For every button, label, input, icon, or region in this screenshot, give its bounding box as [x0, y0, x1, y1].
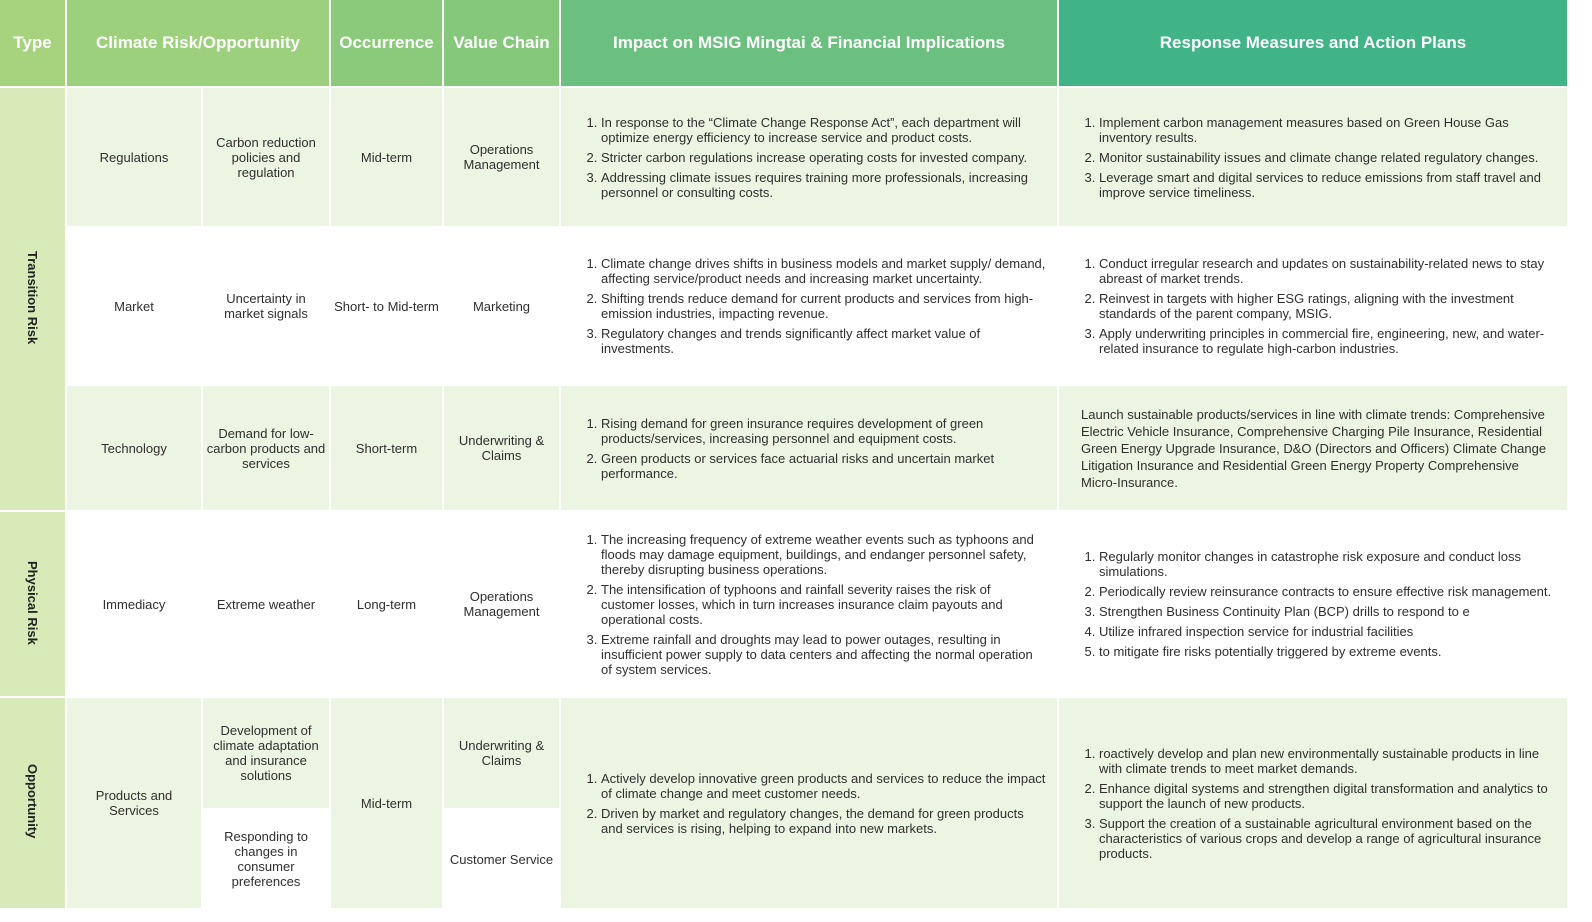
list-item: 1. Rising demand for green insurance requires development of green products/services, increasing personnel and equipment costs. — [601, 416, 1047, 446]
list-item: 1. In response to the “Climate Change Response Act”, each department will optimize energy efficiency to increase service and product costs. — [601, 115, 1047, 145]
list-item: 2. The intensification of typhoons and rainfall severity raises the risk of customer losses, which in turn increases insurance claim payouts and operational costs. — [601, 582, 1047, 627]
type-transition-risk: Transition Risk — [0, 87, 66, 511]
list-item: 5. to mitigate fire risks potentially triggered by extreme events. — [1099, 644, 1557, 659]
category-cell: Technology — [66, 385, 202, 511]
response-cell — [1058, 87, 1568, 227]
header-row — [0, 0, 1568, 87]
impact-cell — [560, 385, 1058, 511]
type-opportunity: Opportunity — [0, 697, 66, 909]
risk-cell-2: Responding to changes in consumer preferences — [202, 809, 330, 909]
risk-cell: Extreme weather — [202, 511, 330, 697]
list-item: 2. Driven by market and regulatory changes, the demand for green products and services is rising, helping to expand into new markets. — [601, 806, 1047, 836]
header-response: Response Measures and Action Plans — [1058, 0, 1568, 87]
type-physical-risk: Physical Risk — [0, 511, 66, 697]
header-value-chain: Value Chain — [443, 0, 560, 87]
list-item: 1. Conduct irregular research and updates on sustainability-related news to stay abreast of market trends. — [1099, 256, 1557, 286]
occurrence-cell: Mid-term — [330, 87, 443, 227]
list-item: 3. Regulatory changes and trends significantly affect market value of investments. — [601, 326, 1047, 356]
list-item: 1. The increasing frequency of extreme weather events such as typhoons and floods may damage equipment, buildings, and endanger personnel safety, thereby disrupting business operations. — [601, 532, 1047, 577]
impact-cell — [560, 511, 1058, 697]
list-item: 2. Stricter carbon regulations increase operating costs for invested company. — [601, 150, 1047, 165]
table-row-regulations — [0, 87, 1568, 227]
list-item: 3. Leverage smart and digital services to reduce emissions from staff travel and improve service timeliness. — [1099, 170, 1557, 200]
impact-cell — [560, 87, 1058, 227]
impact-cell — [560, 227, 1058, 385]
response-cell — [1058, 697, 1568, 909]
list-item: 2. Shifting trends reduce demand for current products and services from high-emission industries, impacting revenue. — [601, 291, 1047, 321]
list-item: 3. Addressing climate issues requires training more professionals, increasing personnel or consulting costs. — [601, 170, 1047, 200]
value-chain-cell-2: Customer Service — [443, 809, 560, 909]
risk-cell: Development of climate adaptation and insurance solutions — [202, 697, 330, 809]
risk-cell: Carbon reduction policies and regulation — [202, 87, 330, 227]
list-item: 2. Monitor sustainability issues and climate change related regulatory changes. — [1099, 150, 1557, 165]
value-chain-cell: Underwriting & Claims — [443, 697, 560, 809]
category-cell: Regulations — [66, 87, 202, 227]
list-item: 1. Implement carbon management measures based on Green House Gas inventory results. — [1099, 115, 1557, 145]
value-chain-cell: Operations Management — [443, 87, 560, 227]
category-cell: Immediacy — [66, 511, 202, 697]
list-item: 2. Green products or services face actuarial risks and uncertain market performance. — [601, 451, 1047, 481]
value-chain-cell: Marketing — [443, 227, 560, 385]
table-row-products-services — [0, 697, 1568, 809]
response-cell — [1058, 511, 1568, 697]
header-occurrence: Occurrence — [330, 0, 443, 87]
list-item: 4. Utilize infrared inspection service for industrial facilities — [1099, 624, 1557, 639]
risk-cell: Uncertainty in market signals — [202, 227, 330, 385]
list-item: 1. roactively develop and plan new environmentally sustainable products in line with climate trends to meet market demands. — [1099, 746, 1557, 776]
list-item: 3. Support the creation of a sustainable agricultural environment based on the characteristics of various crops and develop a range of agricultural insurance products. — [1099, 816, 1557, 861]
list-item: 2. Periodically review reinsurance contracts to ensure effective risk management. — [1099, 584, 1557, 599]
response-paragraph: Launch sustainable products/services in line with climate trends: Comprehensive Electric Vehicle Insurance, Comprehensive Charging Pile Insurance, Residential Green Energy Upgrade Insurance, D&O (Directors and Officers) Climate Change Litigation Insurance and Residential Green Energy Property Comprehensive Micro-Insurance. — [1081, 406, 1547, 490]
list-item: 2. Reinvest in targets with higher ESG ratings, aligning with the investment standards of the parent company, MSIG. — [1099, 291, 1557, 321]
occurrence-cell: Mid-term — [330, 697, 443, 909]
list-item: 1. Actively develop innovative green products and services to reduce the impact of climate change and meet customer needs. — [601, 771, 1047, 801]
response-cell — [1058, 385, 1568, 511]
category-cell: Market — [66, 227, 202, 385]
table-row-market — [0, 227, 1568, 385]
header-type: Type — [0, 0, 66, 87]
header-risk: Climate Risk/Opportunity — [66, 0, 330, 87]
value-chain-cell: Underwriting & Claims — [443, 385, 560, 511]
response-cell — [1058, 227, 1568, 385]
list-item: 3. Strengthen Business Continuity Plan (BCP) drills to respond to e — [1099, 604, 1557, 619]
risk-cell: Demand for low-carbon products and services — [202, 385, 330, 511]
value-chain-cell: Operations Management — [443, 511, 560, 697]
impact-cell — [560, 697, 1058, 909]
list-item: 1. Regularly monitor changes in catastrophe risk exposure and conduct loss simulations. — [1099, 549, 1557, 579]
header-impact: Impact on MSIG Mingtai & Financial Implications — [560, 0, 1058, 87]
list-item: 2. Enhance digital systems and strengthen digital transformation and analytics to support the launch of new products. — [1099, 781, 1557, 811]
occurrence-cell: Short- to Mid-term — [330, 227, 443, 385]
occurrence-cell: Long-term — [330, 511, 443, 697]
category-cell: Products and Services — [66, 697, 202, 909]
list-item: 1. Climate change drives shifts in business models and market supply/ demand, affecting service/product needs and increasing market uncertainty. — [601, 256, 1047, 286]
table-row-immediacy — [0, 511, 1568, 697]
table-row-technology — [0, 385, 1568, 511]
list-item: 3. Apply underwriting principles in commercial fire, engineering, new, and water-related insurance to regulate high-carbon industries. — [1099, 326, 1557, 356]
occurrence-cell: Short-term — [330, 385, 443, 511]
list-item: 3. Extreme rainfall and droughts may lead to power outages, resulting in insufficient power supply to data centers and affecting the normal operation of system services. — [601, 632, 1047, 677]
